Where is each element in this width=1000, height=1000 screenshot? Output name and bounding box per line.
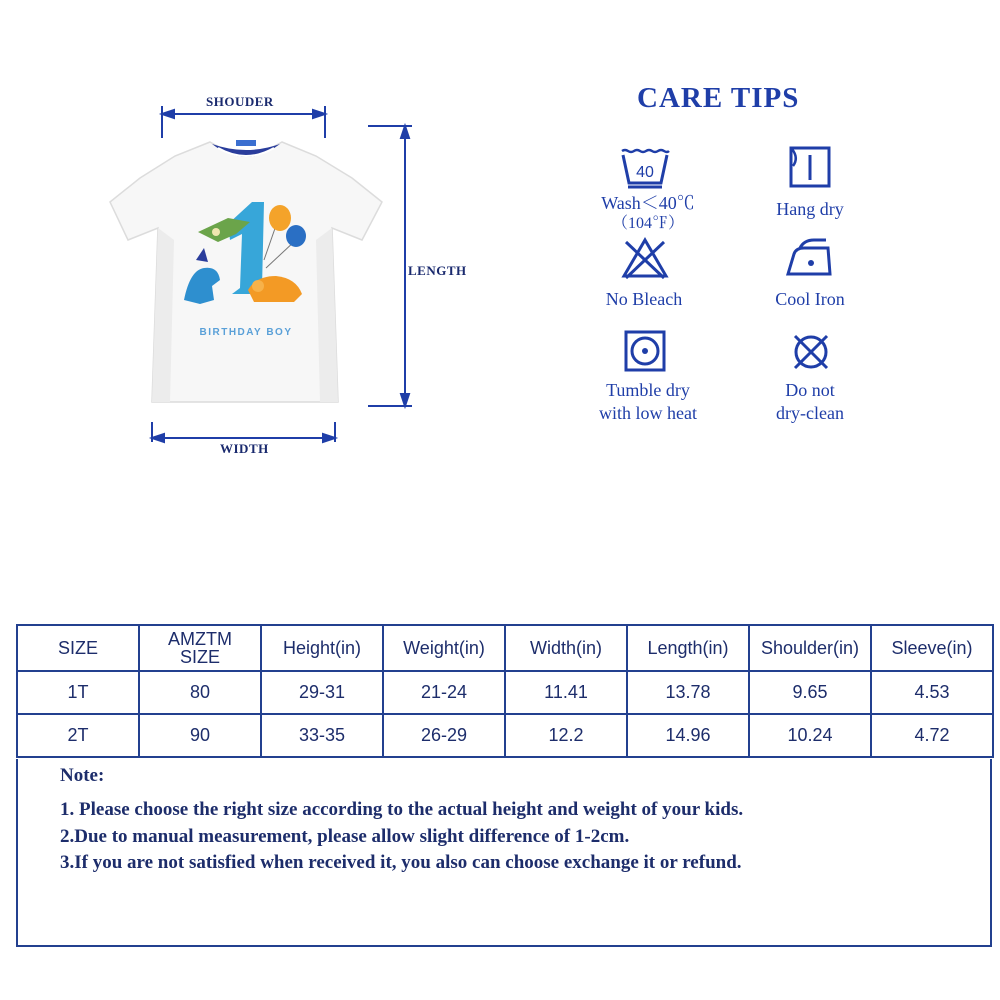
size-table-header-row — [17, 625, 993, 671]
table-cell: 29-31 — [261, 671, 383, 714]
note-line-3: 3.If you are not satisfied when received it, you also can choose exchange it or refund. — [60, 852, 742, 873]
notes-box — [16, 759, 992, 947]
table-cell: 26-29 — [383, 714, 505, 757]
notes-title: Note: — [60, 765, 105, 786]
header-shoulder: Shoulder(in) — [749, 625, 871, 671]
header-weight: Weight(in) — [383, 625, 505, 671]
length-label: LENGTH — [408, 263, 467, 278]
table-cell: 13.78 — [627, 671, 749, 714]
header-sleeve: Sleeve(in) — [871, 625, 993, 671]
no-bleach-label: No Bleach — [605, 289, 683, 309]
table-cell: 21-24 — [383, 671, 505, 714]
cool-iron-label: Cool Iron — [775, 289, 845, 309]
header-size: SIZE — [17, 625, 139, 671]
no-dry-clean-label — [740, 379, 880, 425]
hang-dry-icon — [789, 146, 831, 188]
size-table — [16, 624, 994, 758]
table-cell: 14.96 — [627, 714, 749, 757]
table-cell: 12.2 — [505, 714, 627, 757]
no-bleach-icon — [620, 236, 670, 280]
header-amztm-line-2: SIZE — [179, 647, 220, 667]
table-cell: 9.65 — [749, 671, 871, 714]
table-cell: 2T — [17, 714, 139, 757]
table-row — [17, 671, 993, 714]
header-width: Width(in) — [505, 625, 627, 671]
width-label: WIDTH — [220, 441, 269, 456]
table-cell: 10.24 — [749, 714, 871, 757]
note-line-1: 1. Please choose the right size according to the actual height and weight of your kids. — [60, 799, 744, 820]
header-amztm-size — [139, 625, 261, 671]
header-length: Length(in) — [627, 625, 749, 671]
table-row — [17, 714, 993, 757]
print-text: BIRTHDAY BOY — [199, 327, 293, 338]
table-cell: 1T — [17, 671, 139, 714]
width-dimension — [152, 422, 335, 442]
care-tips-title: CARE TIPS — [637, 82, 800, 114]
table-cell: 11.41 — [505, 671, 627, 714]
table-cell: 33-35 — [261, 714, 383, 757]
table-cell: 4.72 — [871, 714, 993, 757]
table-cell: 4.53 — [871, 671, 993, 714]
no-dry-clean-line-1: Do not — [785, 380, 835, 400]
shoulder-dimension — [162, 106, 325, 138]
wash-label-line-1: Wash＜40℃ — [601, 193, 695, 213]
wash-label — [578, 192, 718, 233]
orange-balloon — [269, 205, 291, 231]
table-cell: 90 — [139, 714, 261, 757]
shirt-measure-svg — [100, 90, 490, 460]
tumble-dry-label — [575, 379, 721, 425]
header-amztm-line-1: AMZTM — [168, 629, 232, 649]
no-dry-clean-line-2: dry-clean — [776, 403, 844, 423]
hang-dry-label: Hang dry — [776, 199, 844, 219]
cool-iron-icon — [784, 238, 836, 278]
no-dry-clean-icon — [789, 330, 833, 374]
shoulder-label: SHOUDER — [206, 94, 274, 109]
table-cell: 80 — [139, 671, 261, 714]
tumble-dry-line-1: Tumble dry — [606, 380, 690, 400]
svg-text:40: 40 — [636, 164, 654, 181]
tumble-dry-low-icon — [624, 330, 666, 372]
header-height: Height(in) — [261, 625, 383, 671]
tumble-dry-line-2: with low heat — [599, 403, 697, 423]
wash-label-line-2: （104℉） — [611, 215, 684, 232]
blue-balloon — [286, 225, 306, 247]
wash-40-icon — [619, 145, 671, 191]
shirt-diagram — [100, 90, 490, 460]
note-line-2: 2.Due to manual measurement, please allow slight difference of 1-2cm. — [60, 826, 630, 847]
length-dimension — [368, 126, 412, 406]
